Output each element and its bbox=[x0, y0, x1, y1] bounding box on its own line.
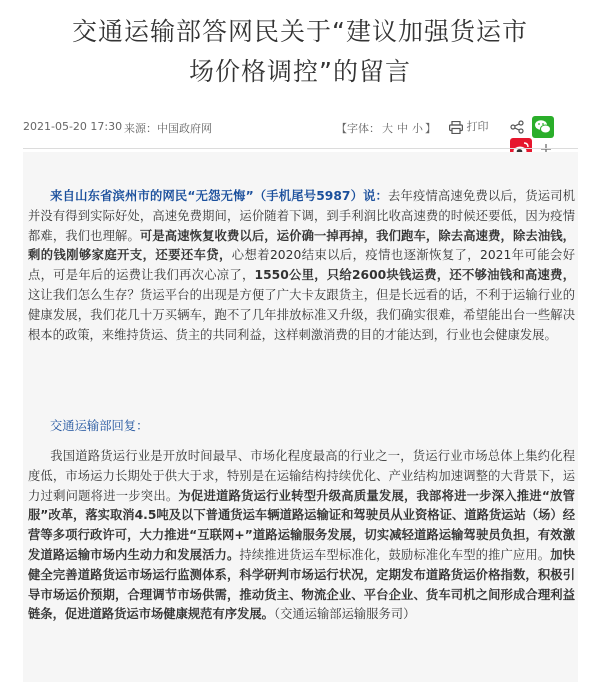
print-label: 打印 bbox=[466, 120, 489, 133]
reply-label: 交通运输部回复： bbox=[50, 419, 149, 433]
reply-paragraph bbox=[28, 447, 575, 625]
question-text-d: 1550公里，只给2600块钱运费，还不够油钱和高速费， bbox=[254, 268, 575, 283]
print-icon bbox=[449, 121, 463, 134]
question-text-e: 这让我们怎么生存？货运平台的出现是方便了广大卡友跟货主，但是长远看的话，不利于运输行业的健康发展，我们花几十万买辆车，跑不了几年排放标准又升级，我们确实很难，希望能出台一些解决根本的政策，来维持货运、货主的共同利益，这样刺激消费的目的才能达到，行业也会健康发展。 bbox=[28, 287, 575, 342]
article-title-line1: 交通运输部答网民关于“建议加强货运市 bbox=[72, 17, 528, 46]
reply-text-d: 加快健全完善道路货运市场运行监测体系，科学研判市场运行状况，定期发布道路货运价格指数，积极引导市场运价预期，合理调节市场供需，推动货主、物流企业、平台企业、货车司机之间形成合理利益链条，促进道路货运市场健康规范有序发展。 bbox=[28, 547, 575, 622]
question-text-b: 可是高速恢复收费以后，运价确一掉再掉，我们跑车，除去高速费，除去油钱，剩的钱刚够家庭开支，还要还车贷， bbox=[28, 228, 575, 263]
print-button[interactable] bbox=[449, 118, 489, 134]
font-size-close: 】 bbox=[425, 122, 436, 135]
font-size-label: 【字体： bbox=[336, 122, 380, 135]
article-title-line2: 场价格调控”的留言 bbox=[189, 57, 411, 86]
reply-signature: （交通运输部运输服务司） bbox=[273, 607, 416, 622]
reply-text-b: 为促进道路货运行业转型升级高质量发展，我部将进一步深入推进“放管服”改革，落实取消4.5吨及以下普通货运车辆道路运输证和驾驶员从业资格证、道路货运站（场）经营等多项行政许可，大力推进“互联网+”道路运输服务发展，切实减轻道路运输驾驶员负担，有效激发道路运输市场内生动力和发展活力。 bbox=[28, 488, 575, 562]
reply-heading bbox=[28, 417, 575, 437]
question-text-c: 心想着2020结束以后，疫情也逐渐恢复了，2021年可能会好点，可是年后的运费让我们再次心凉了， bbox=[28, 248, 575, 283]
font-small-button[interactable]: 小 bbox=[412, 122, 423, 135]
question-lead: 来自山东省滨州市的网民“无怨无悔”（手机尾号5987）说： bbox=[50, 189, 389, 203]
question-paragraph bbox=[28, 187, 575, 345]
font-medium-button[interactable]: 中 bbox=[397, 122, 408, 135]
reply-text-a: 我国道路货运行业是开放时间最早、市场化程度最高的行业之一，货运行业市场总体上集约化程度低，市场运力长期处于供大于求，特别是在运输结构持续优化、产业结构加速调整的大背景下，运力过剩问题将进一步突出。 bbox=[28, 449, 575, 503]
wechat-icon[interactable] bbox=[532, 116, 554, 138]
question-text-a: 去年疫情高速免费以后，货运司机并没有得到实际好处，高速免费期间，运价随着下调，到手利润比收高速费的时候还要低，因为疫情都难，我们也理解。 bbox=[28, 189, 575, 243]
publish-date: 2021-05-20 17:30 bbox=[23, 120, 123, 133]
share-icon[interactable] bbox=[510, 120, 524, 134]
article-meta bbox=[23, 118, 578, 138]
article-title bbox=[24, 12, 576, 92]
article-source: 来源：中国政府网 bbox=[124, 122, 212, 135]
font-size-control bbox=[336, 120, 436, 136]
font-large-button[interactable]: 大 bbox=[382, 122, 393, 135]
reply-text-c: 持续推进货运车型标准化，鼓励标准化车型的推广应用。 bbox=[239, 547, 551, 562]
meta-divider bbox=[23, 148, 578, 149]
